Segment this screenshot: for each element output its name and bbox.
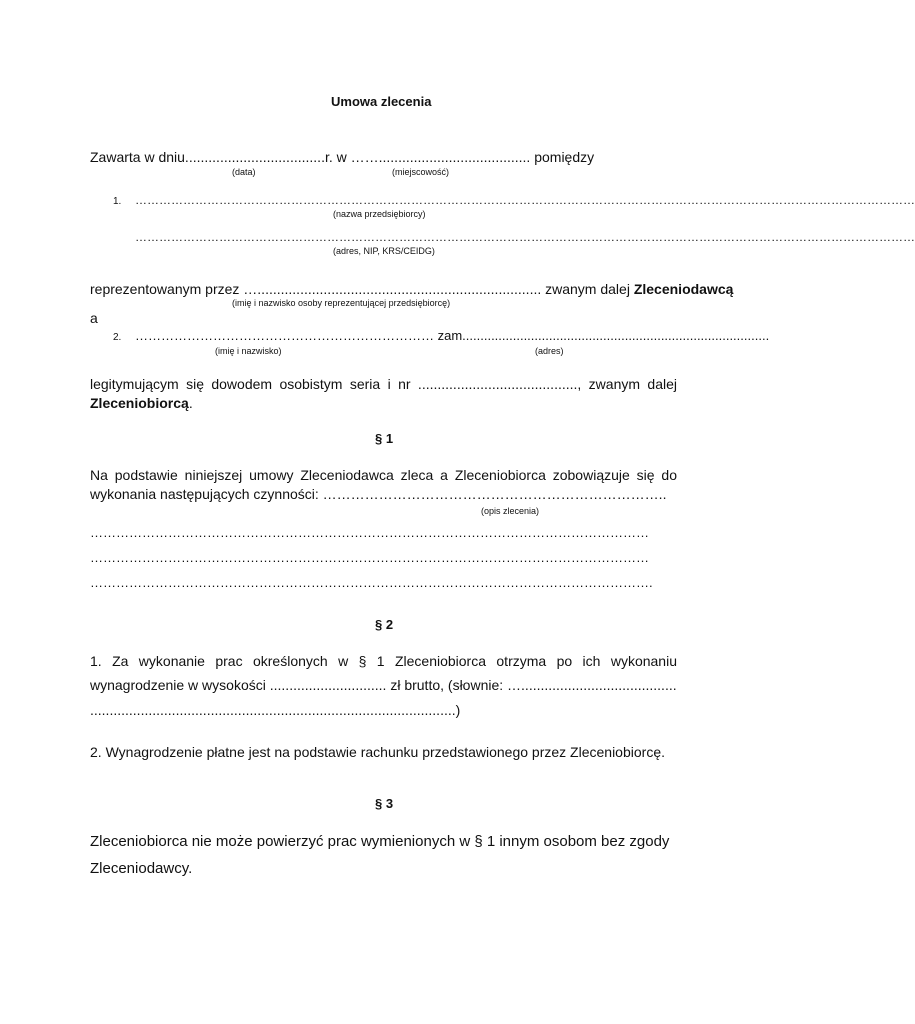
party2-number: 2. [113, 332, 122, 343]
section2-p2: 2. Wynagrodzenie płatne jest na podstawie rachunku przedstawionego przez Zleceniobiorcę. [90, 744, 665, 760]
contract-date-place-line: Zawarta w dniu....................................r. w ……....................................... pomiędzy [90, 149, 595, 165]
conjunction-a: a [90, 310, 98, 326]
section2-heading: § 2 [375, 617, 394, 632]
caption-company-address: (adres, NIP, KRS/CEIDG) [333, 246, 435, 256]
representative-line [90, 281, 733, 297]
id-document-line: legitymującym się dowodem osobistym seria i nr ........................................., zwanym dalej [90, 376, 677, 392]
party2-dots-line: …………………………………………………………… zam..................................................................................... [135, 328, 770, 343]
document-title: Umowa zlecenia [331, 94, 432, 109]
party1-address-dots: …………………………………………………………………………………………………………………………………………………………………………… [135, 230, 915, 244]
caption-order-description: (opis zlecenia) [481, 506, 540, 516]
caption-representative: (imię i nazwisko osoby reprezentującej przedsiębiorcę) [232, 298, 451, 308]
section2-p1-line2: wynagrodzenie w wysokości .............................. zł brutto, (słownie: …........................................ [90, 677, 677, 693]
party1-number: 1. [113, 196, 122, 207]
section3-line1: Zleceniobiorca nie może powierzyć prac wymienionych w § 1 innym osobom bez zgody [90, 833, 670, 850]
contractor-term-line [90, 395, 193, 411]
section3-line2: Zleceniodawcy. [90, 860, 193, 877]
section2-p1-line1: 1. Za wykonanie prac określonych w § 1 Zleceniobiorca otrzyma po ich wykonaniu [90, 653, 677, 669]
section1-line1: Na podstawie niniejszej umowy Zleceniodawca zleca a Zleceniobiorca zobowiązuje się do [90, 467, 677, 483]
contractor-term-end: . [188, 395, 193, 411]
caption-person-name: (imię i nazwisko) [215, 346, 282, 356]
section1-dots3: …………………………………………………………………………………………………………………. [90, 575, 653, 590]
section1-dots2: ………………………………………………………………………………………………………………… [90, 550, 649, 565]
section2-p1-line3: ..............................................................................................) [90, 702, 461, 718]
contractor-term: Zleceniobiorcą [90, 395, 189, 411]
caption-date: (data) [232, 167, 256, 177]
caption-person-address: (adres) [535, 346, 564, 356]
caption-company-name: (nazwa przedsiębiorcy) [333, 209, 426, 219]
section1-heading: § 1 [375, 431, 394, 446]
principal-term: Zleceniodawcą [633, 281, 734, 297]
representative-text: reprezentowanym przez …......................................................................... zwanym dalej [90, 281, 634, 297]
caption-place: (miejscowość) [392, 167, 450, 177]
section3-heading: § 3 [375, 796, 394, 811]
section1-line2: wykonania następujących czynności: ……………………………………………………………….. [90, 486, 667, 502]
party1-name-dots: …………………………………………………………………………………………………………………………………………………………………………… [135, 193, 915, 207]
section1-dots1: ………………………………………………………………………………………………………………… [90, 525, 649, 540]
